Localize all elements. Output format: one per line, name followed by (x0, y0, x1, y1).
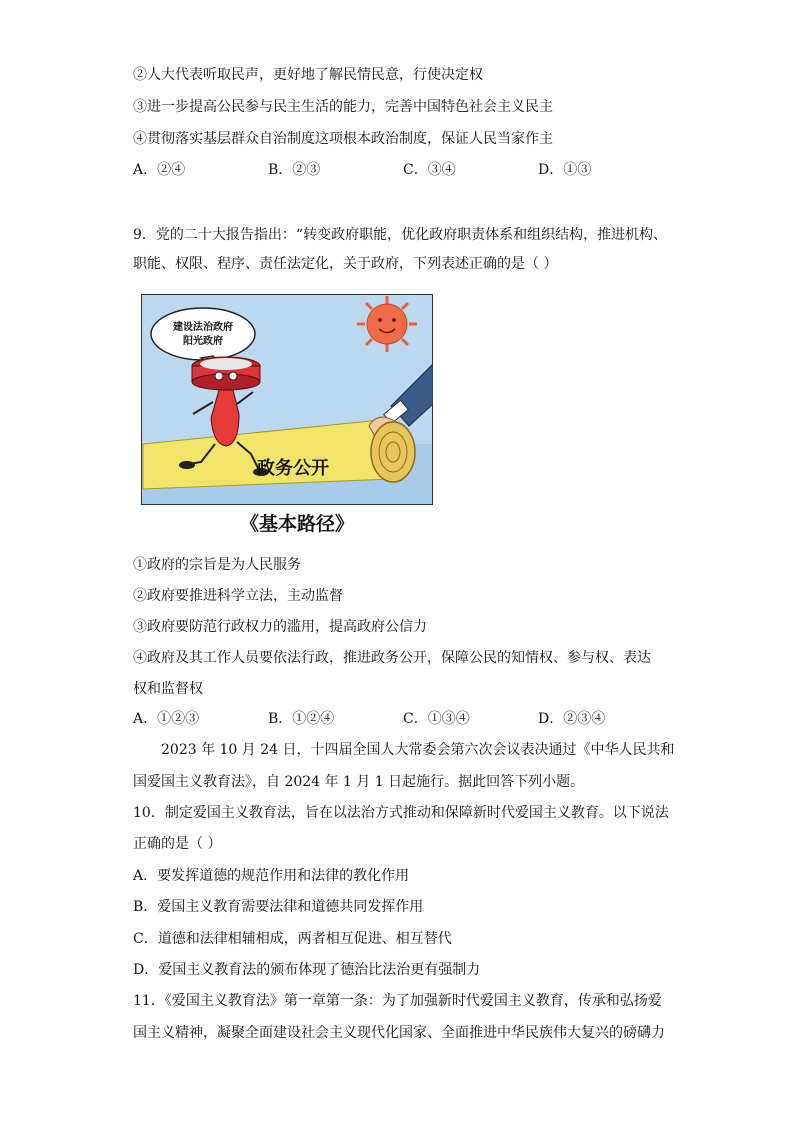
q10-option-d: D．爱国主义教育法的颁布体现了德治比法治更有强制力 (133, 962, 481, 978)
q9-option-c: C．①③④ (403, 711, 470, 727)
q8-statement-2: ②人大代表听取民声，更好地了解民情民意，行使决定权 (133, 67, 483, 83)
q9-option-a: A．①②③ (133, 711, 200, 727)
q9-option-b: B．①②④ (268, 711, 335, 727)
q9-options (133, 709, 673, 729)
q9-statement-3: ③政府要防范行政权力的滥用，提高政府公信力 (133, 619, 427, 635)
scroll-roll-icon (371, 422, 415, 482)
bubble-text-line1: 建设法治政府 (173, 322, 233, 333)
q9-cartoon (141, 294, 433, 505)
bubble-text-line2: 阳光政府 (183, 336, 223, 347)
q8-option-d: D．①③ (538, 162, 592, 178)
q11-stem-line1: 11．《爱国主义教育法》第一章第一条：为了加强新时代爱国主义教育，传承和弘扬爱 (133, 993, 662, 1009)
q8-statement-3: ③进一步提高公民参与民主生活的能力，完善中国特色社会主义民主 (133, 99, 553, 115)
q8-options (133, 160, 673, 180)
q9-option-d: D．②③④ (538, 711, 606, 727)
cartoon-caption: 《基本路径》 (240, 513, 355, 535)
q10-option-a: A．要发挥道德的规范作用和法律的教化作用 (133, 868, 410, 884)
q11-stem-line2: 国主义精神，凝聚全面建设社会主义现代化国家、全面推进中华民族伟大复兴的磅礴力 (133, 1025, 665, 1041)
q10-option-c: C．道德和法律相辅相成，两者相互促进、相互替代 (133, 931, 452, 947)
material-line1: 2023 年 10 月 24 日，十四届全国人大常委会第六次会议表决通过《中华人民共和 (161, 742, 675, 758)
q9-stem-line1: 9．党的二十大报告指出：“转变政府职能，优化政府职责体系和组织结构，推进机构、 (133, 227, 668, 243)
q10-stem-line2: 正确的是（ ） (133, 836, 222, 852)
q10-option-b: B．爱国主义教育需要法律和道德共同发挥作用 (133, 899, 424, 915)
q10-stem-line1: 10．制定爱国主义教育法，旨在以法治方式推动和保障新时代爱国主义教育。以下说法 (133, 805, 669, 821)
q9-statement-2: ②政府要推进科学立法，主动监督 (133, 588, 343, 604)
material-line2: 国爱国主义教育法》，自 2024 年 1 月 1 日起施行。据此回答下列小题。 (133, 774, 585, 790)
q9-statement-4-line2: 权和监督权 (133, 681, 203, 697)
q8-statement-4: ④贯彻落实基层群众自治制度这项根本政治制度，保证人民当家作主 (133, 131, 553, 147)
q8-option-a: A．②④ (133, 162, 186, 178)
q9-stem-line2: 职能、权限、程序、责任法定化，关于政府，下列表述正确的是（ ） (133, 256, 558, 272)
q9-statement-1: ①政府的宗旨是为人民服务 (133, 557, 301, 573)
q9-statement-4-line1: ④政府及其工作人员要依法行政，推进政务公开，保障公民的知情权、参与权、表达 (133, 650, 651, 666)
q8-option-c: C．③④ (403, 162, 456, 178)
scroll-text: 政务公开 (257, 458, 329, 479)
q8-option-b: B．②③ (268, 162, 321, 178)
